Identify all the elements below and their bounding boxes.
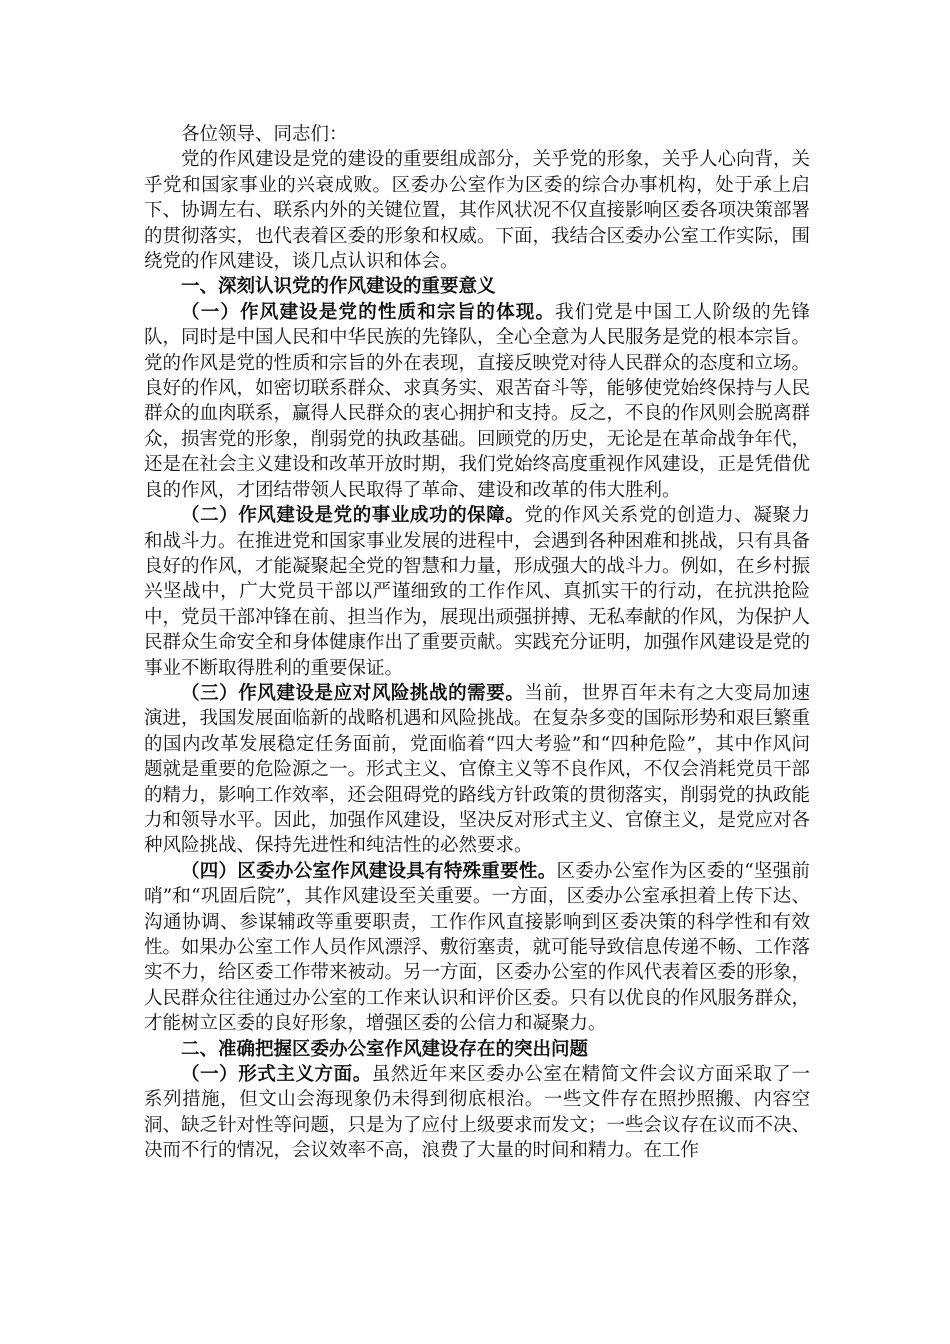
section-1-item-3 bbox=[144, 681, 810, 859]
section-2-item-1 bbox=[144, 1062, 810, 1164]
item-lead: （二）作风建设是党的事业成功的保障。 bbox=[181, 505, 525, 527]
item-body: 区委办公室作为区委的“坚强前哨”和“巩固后院”，其作风建设至关重要。一方面，区委办公室承担着上传下达、沟通协调、参谋辅政等重要职责，工作作风直接影响到区委决策的科学性和有效性。如果办公室工作人员作风漂浮、敷衍塞责，就可能导致信息传递不畅、工作落实不力，给区委工作带来被动。另一方面，区委办公室的作风代表着区委的形象，人民群众往往通过办公室的工作来认识和评价区委。只有以优良的作风服务群众，才能树立区委的良好形象，增强区委的公信力和凝聚力。 bbox=[144, 860, 811, 1035]
item-body: 虽然近年来区委办公室在精简文件会议方面采取了一系列措施，但文山会海现象仍未得到彻底根治。一些文件存在照抄照搬、内容空洞、缺乏针对性等问题，只是为了应付上级要求而发文；一些会议存在议而不决、决而不行的情况，会议效率不高，浪费了大量的时间和精力。在工作 bbox=[144, 1064, 811, 1162]
greeting: 各位领导、同志们： bbox=[181, 124, 348, 145]
document-body bbox=[144, 122, 810, 1164]
item-body: 当前，世界百年未有之大变局加速演进，我国发展面临新的战略机遇和风险挑战。在复杂多变的国际形势和艰巨繁重的国内改革发展稳定任务面前，党面临着“四大考验”和“四种危险”，其中作风问题就是重要的危险源之一。形式主义、官僚主义等不良作风，不仅会消耗党员干部的精力，影响工作效率，还会阻碍党的路线方针政策的贯彻落实，削弱党的执政能力和领导水平。因此，加强作风建设，坚决反对形式主义、官僚主义，是党应对各种风险挑战、保持先进性和纯洁性的必然要求。 bbox=[144, 682, 811, 857]
item-lead: （一）作风建设是党的性质和宗旨的体现。 bbox=[181, 301, 556, 323]
item-body: 我们党是中国工人阶级的先锋队，同时是中国人民和中华民族的先锋队，全心全意为人民服务是党的根本宗旨。党的作风是党的性质和宗旨的外在表现，直接反映党对待人民群众的态度和立场。良好的作风，如密切联系群众、求真务实、艰苦奋斗等，能够使党始终保持与人民群众的血肉联系，赢得人民群众的衷心拥护和支持。反之，不良的作风则会脱离群众，损害党的形象，削弱党的执政基础。回顾党的历史，无论是在革命战争年代，还是在社会主义建设和改革开放时期，我们党始终高度重视作风建设，正是凭借优良的作风，才团结带领人民取得了革命、建设和改革的伟大胜利。 bbox=[144, 301, 811, 501]
section-2-heading: 二、准确把握区委办公室作风建设存在的突出问题 bbox=[181, 1038, 589, 1060]
item-lead: （三）作风建设是应对风险挑战的需要。 bbox=[181, 682, 525, 704]
section-1-item-2 bbox=[144, 503, 810, 681]
section-1-item-4 bbox=[144, 859, 810, 1037]
section-1-item-1 bbox=[144, 300, 810, 503]
intro-paragraph: 党的作风建设是党的建设的重要组成部分，关乎党的形象，关乎人心向背，关乎党和国家事业的兴衰成败。区委办公室作为区委的综合办事机构，处于承上启下、协调左右、联系内外的关键位置，其作风状况不仅直接影响区委各项决策部署的贯彻落实，也代表着区委的形象和权威。下面，我结合区委办公室工作实际，围绕党的作风建设，谈几点认识和体会。 bbox=[144, 149, 811, 273]
section-1-heading: 一、深刻认识党的作风建设的重要意义 bbox=[181, 276, 496, 298]
item-lead: （一）形式主义方面。 bbox=[181, 1064, 372, 1086]
item-lead: （四）区委办公室作风建设具有特殊重要性。 bbox=[181, 860, 557, 882]
item-body: 党的作风关系党的创造力、凝聚力和战斗力。在推进党和国家事业发展的进程中，会遇到各种困难和挑战，只有具备良好的作风，才能凝聚起全党的智慧和力量，形成强大的战斗力。例如，在乡村振兴坚战中，广大党员干部以严谨细致的工作作风、真抓实干的行动，在抗洪抢险中，党员干部冲锋在前、担当作为，展现出顽强拼搏、无私奉献的作风，为保护人民群众生命安全和身体健康作出了重要贡献。实践充分证明，加强作风建设是党的事业不断取得胜利的重要保证。 bbox=[144, 505, 811, 679]
